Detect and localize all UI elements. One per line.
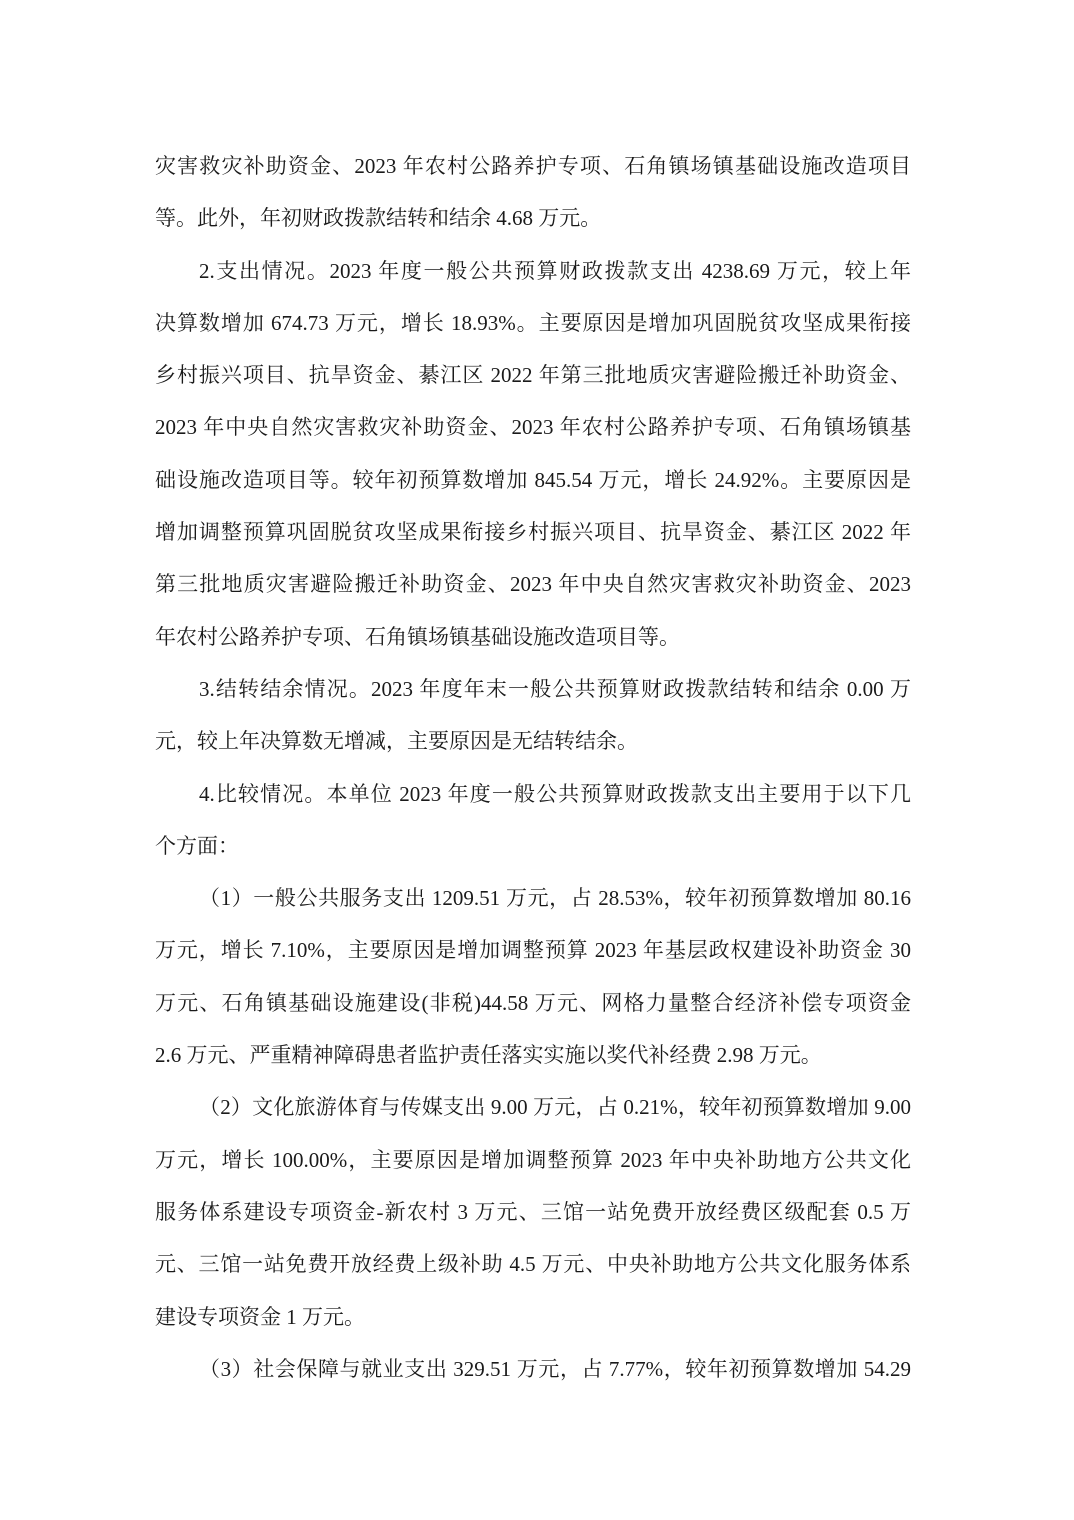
text-line: （1）一般公共服务支出 1209.51 万元，占 28.53%，较年初预算数增加 80.16 [199, 886, 911, 911]
text-line: 2023 年中央自然灾害救灾补助资金、2023 年农村公路养护专项、石角镇场镇基 [155, 415, 911, 440]
text-line: 第三批地质灾害避险搬迁补助资金、2023 年中央自然灾害救灾补助资金、2023 [155, 572, 911, 597]
text-line: 3.结转结余情况。2023 年度年末一般公共预算财政拨款结转和结余 0.00 万 [199, 676, 911, 701]
text-line: 础设施改造项目等。较年初预算数增加 845.54 万元，增长 24.92%。主要原因是 [155, 467, 911, 492]
text-line: 元，较上年决算数无增减，主要原因是无结转结余。 [155, 729, 638, 754]
text-line: 服务体系建设专项资金-新农村 3 万元、三馆一站免费开放经费区级配套 0.5 万 [155, 1199, 911, 1224]
text-line: 等。此外，年初财政拨款结转和结余 4.68 万元。 [155, 206, 602, 231]
text-line: 4.比较情况。本单位 2023 年度一般公共预算财政拨款支出主要用于以下几 [199, 781, 911, 806]
document-body [155, 140, 911, 1395]
text-line: （3）社会保障与就业支出 329.51 万元，占 7.77%，较年初预算数增加 54.29 [199, 1356, 911, 1381]
text-line: （2）文化旅游体育与传媒支出 9.00 万元，占 0.21%，较年初预算数增加 9.00 [199, 1095, 911, 1120]
text-line: 万元、石角镇基础设施建设(非税)44.58 万元、网格力量整合经济补偿专项资金 [155, 990, 911, 1015]
text-line: 万元，增长 100.00%，主要原因是增加调整预算 2023 年中央补助地方公共文化 [155, 1147, 911, 1172]
text-line: 2.6 万元、严重精神障碍患者监护责任落实实施以奖代补经费 2.98 万元。 [155, 1043, 822, 1068]
text-line: 建设专项资金 1 万元。 [155, 1304, 365, 1329]
text-line: 乡村振兴项目、抗旱资金、綦江区 2022 年第三批地质灾害避险搬迁补助资金、 [155, 363, 911, 388]
text-line: 元、三馆一站免费开放经费上级补助 4.5 万元、中央补助地方公共文化服务体系 [155, 1252, 911, 1277]
text-line: 灾害救灾补助资金、2023 年农村公路养护专项、石角镇场镇基础设施改造项目 [155, 154, 911, 178]
text-line: 万元，增长 7.10%，主要原因是增加调整预算 2023 年基层政权建设补助资金 30 [155, 938, 911, 963]
text-line: 决算数增加 674.73 万元，增长 18.93%。主要原因是增加巩固脱贫攻坚成果衔接 [155, 310, 911, 335]
text-line: 2.支出情况。2023 年度一般公共预算财政拨款支出 4238.69 万元，较上年 [199, 258, 911, 283]
text-line: 增加调整预算巩固脱贫攻坚成果衔接乡村振兴项目、抗旱资金、綦江区 2022 年 [155, 520, 911, 545]
text-line: 年农村公路养护专项、石角镇场镇基础设施改造项目等。 [155, 624, 680, 649]
text-line: 个方面： [155, 833, 239, 858]
